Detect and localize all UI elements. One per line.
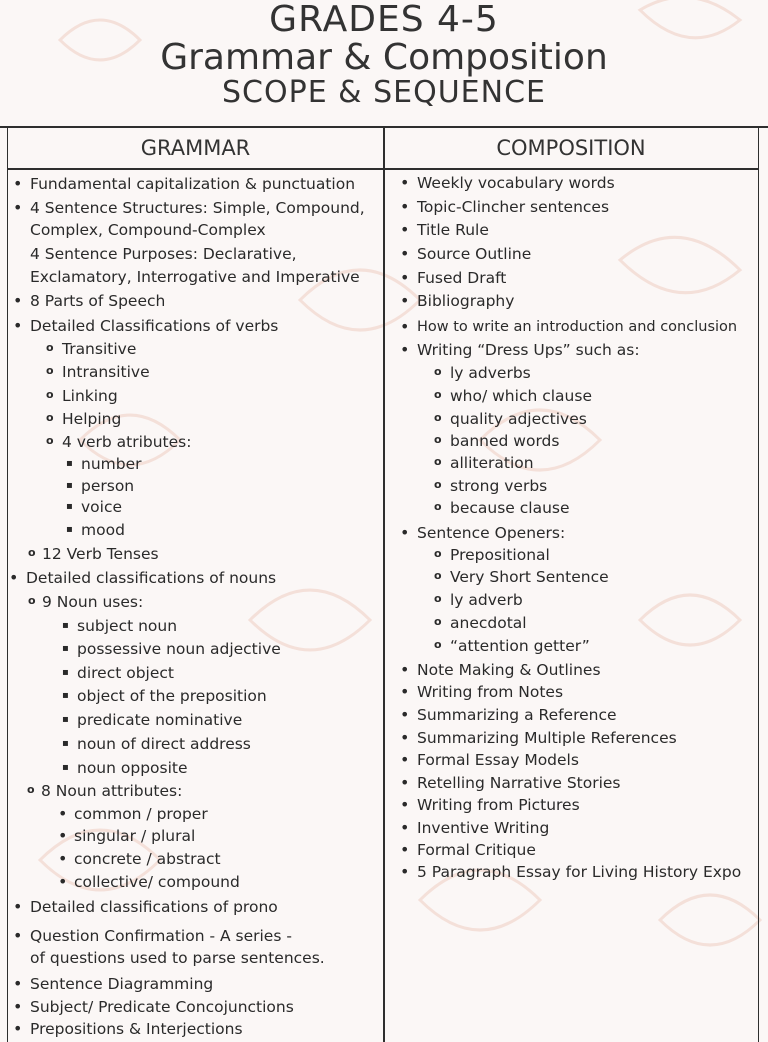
column-divider <box>383 127 385 1042</box>
list-item: ▪ noun opposite <box>77 758 188 778</box>
list-item: 4 Sentence Purposes: Declarative, <box>30 245 297 263</box>
list-item: o banned words <box>450 431 559 451</box>
list-item: o Linking <box>62 386 118 406</box>
subject-title: Grammar & Composition <box>160 37 608 78</box>
list-item: • Detailed classifications of prono <box>30 897 278 917</box>
list-item: • Formal Essay Models <box>417 750 579 770</box>
list-item: • Writing from Pictures <box>417 795 580 815</box>
list-item: • Sentence Openers: <box>417 523 565 543</box>
list-item: • Title Rule <box>417 220 489 240</box>
list-item: • singular / plural <box>74 826 195 846</box>
list-item: o 4 verb atributes: <box>62 432 191 452</box>
composition-column-title: COMPOSITION <box>496 136 646 160</box>
list-item: • Source Outline <box>417 244 531 264</box>
list-item: o strong verbs <box>450 476 547 496</box>
list-item: • Summarizing Multiple References <box>417 728 677 748</box>
list-item: • collective/ compound <box>74 872 240 892</box>
list-item: ▪ object of the preposition <box>77 686 267 706</box>
header-rule <box>7 168 759 170</box>
list-item: o ly adverbs <box>450 363 531 383</box>
list-item: • Note Making & Outlines <box>417 660 601 680</box>
list-item: • 8 Parts of Speech <box>30 291 165 311</box>
list-item: o 12 Verb Tenses <box>42 544 159 564</box>
list-item: ▪ direct object <box>77 663 174 683</box>
grade-title: GRADES 4-5 <box>269 0 499 40</box>
list-item: • Summarizing a Reference <box>417 705 617 725</box>
list-item: • Formal Critique <box>417 840 536 860</box>
list-item: • How to write an introduction and conclusion <box>417 317 737 337</box>
list-item: o Prepositional <box>450 545 550 565</box>
list-item: o ly adverb <box>450 590 523 610</box>
list-item: • Inventive Writing <box>417 818 549 838</box>
list-item: ▪ possessive noun adjective <box>77 639 281 659</box>
list-item: o Intransitive <box>62 362 150 382</box>
list-item: ▪ number <box>81 454 142 474</box>
list-item: o who/ which clause <box>450 386 592 406</box>
list-item: • Detailed Classifications of verbs <box>30 316 278 336</box>
list-item: • Writing from Notes <box>417 682 563 702</box>
list-item: • Retelling Narrative Stories <box>417 773 621 793</box>
list-item: ▪ predicate nominative <box>77 710 242 730</box>
list-item: ▪ noun of direct address <box>77 734 251 754</box>
list-item: o alliteration <box>450 453 534 473</box>
list-item: • Subject/ Predicate Concojunctions <box>30 997 294 1017</box>
list-item: • Bibliography <box>417 291 514 311</box>
list-item: • Question Confirmation - A series - <box>30 926 292 946</box>
list-item: ▪ voice <box>81 497 122 517</box>
list-item: o because clause <box>450 498 570 518</box>
list-item: o 8 Noun attributes: <box>41 781 182 801</box>
list-item: • concrete / abstract <box>74 849 221 869</box>
list-item: • Prepositions & Interjections <box>30 1019 243 1039</box>
list-item: • Detailed classifications of nouns <box>26 568 276 588</box>
list-item: ▪ person <box>81 476 134 496</box>
list-item: • Sentence Diagramming <box>30 974 213 994</box>
grammar-column-title: GRAMMAR <box>140 136 251 160</box>
list-item: • Topic-Clincher sentences <box>417 197 609 217</box>
list-item: of questions used to parse sentences. <box>30 949 325 967</box>
list-item: ▪ subject noun <box>77 616 177 636</box>
list-item: o Transitive <box>62 339 136 359</box>
list-item: • 5 Paragraph Essay for Living History Expo <box>417 862 741 882</box>
scope-sequence-title: SCOPE & SEQUENCE <box>222 75 546 110</box>
list-item: Complex, Compound-Complex <box>30 221 266 239</box>
list-item: • common / proper <box>74 804 208 824</box>
list-item: • Fused Draft <box>417 268 506 288</box>
list-item: o anecdotal <box>450 613 527 633</box>
list-item: • Writing “Dress Ups” such as: <box>417 340 640 360</box>
list-item: o quality adjectives <box>450 409 587 429</box>
list-item: ▪ mood <box>81 520 125 540</box>
list-item: o “attention getter” <box>450 636 590 656</box>
list-item: • Fundamental capitalization & punctuation <box>30 174 355 194</box>
list-item: o Very Short Sentence <box>450 567 609 587</box>
list-item: Exclamatory, Interrogative and Imperative <box>30 268 360 286</box>
list-item: • 4 Sentence Structures: Simple, Compound, <box>30 198 365 218</box>
list-item: • Weekly vocabulary words <box>417 173 615 193</box>
list-item: o Helping <box>62 409 121 429</box>
list-item: o 9 Noun uses: <box>42 592 143 612</box>
